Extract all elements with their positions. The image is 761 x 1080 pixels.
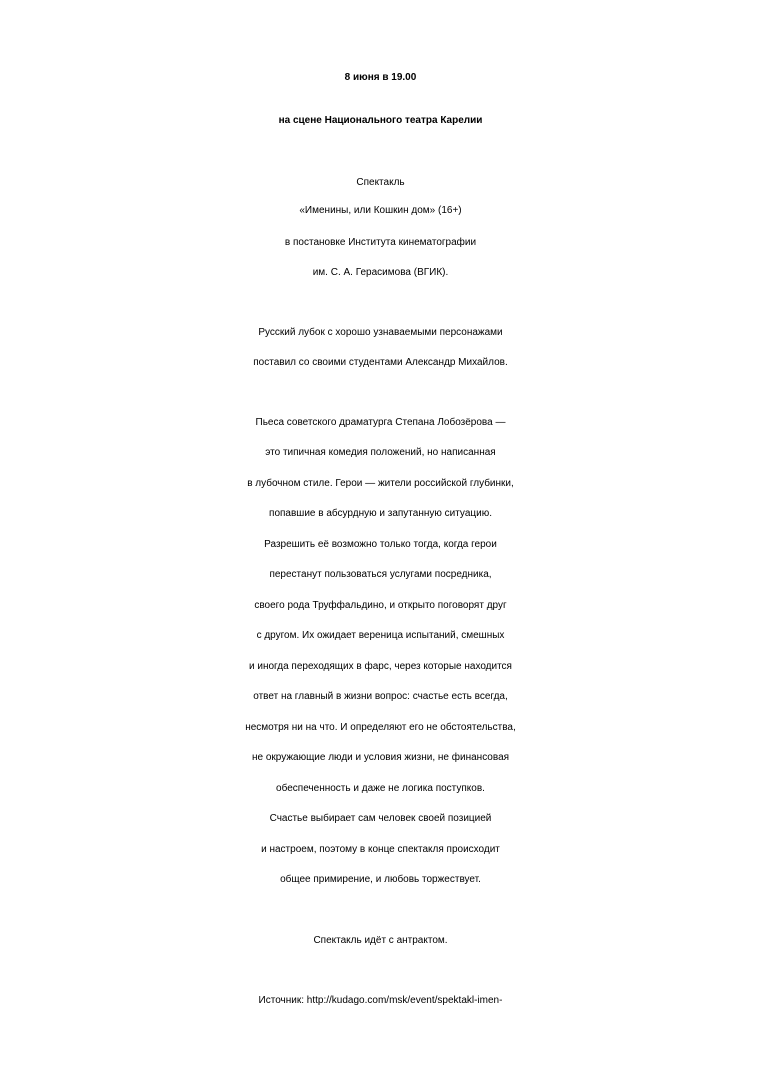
description-line: Разрешить её возможно только тогда, когда герои — [264, 539, 497, 550]
intro-line: поставил со своими студентами Александр Михайлов. — [253, 357, 508, 368]
description-line: попавшие в абсурдную и запутанную ситуацию. — [269, 508, 492, 519]
description-line: несмотря ни на что. И определяют его не обстоятельства, — [245, 722, 516, 733]
description-line: это типичная комедия положений, но написанная — [265, 447, 496, 458]
description-line: не окружающие люди и условия жизни, не финансовая — [251, 752, 510, 763]
description-line: обеспеченность и даже не логика поступков. — [276, 783, 485, 794]
event-date: 8 июня в 19.00 — [344, 72, 417, 83]
description-line: и настроем, поэтому в конце спектакля происходит — [261, 844, 500, 855]
event-venue: на сцене Национального театра Карелии — [278, 115, 483, 126]
description-line: в лубочном стиле. Герои — жители российской глубинки, — [247, 478, 514, 489]
intro-line: Русский лубок с хорошо узнаваемыми персонажами — [258, 327, 503, 338]
play-kind: Спектакль — [356, 177, 405, 188]
description-line: ответ на главный в жизни вопрос: счастье есть всегда, — [253, 691, 508, 702]
source-link[interactable]: Источник: http://kudago.com/msk/event/spektakl-imen- — [258, 995, 503, 1006]
description-line: с другом. Их ожидает вереница испытаний, смешных — [256, 630, 505, 641]
intermission-note: Спектакль идёт с антрактом. — [313, 935, 448, 946]
description-line: перестанут пользоваться услугами посредника, — [269, 569, 492, 580]
production-line: в постановке Института кинематографии — [284, 237, 477, 248]
description-line: своего рода Труффальдино, и открыто поговорят друг — [254, 600, 507, 611]
play-title: «Именины, или Кошкин дом» (16+) — [299, 205, 462, 216]
production-line: им. С. А. Герасимова (ВГИК). — [312, 267, 449, 278]
description-line: и иногда переходящих в фарс, через которые находится — [249, 661, 512, 672]
description-line: Пьеса советского драматурга Степана Лобозёрова — — [255, 417, 506, 428]
description-line: общее примирение, и любовь торжествует. — [280, 874, 481, 885]
description-line: Счастье выбирает сам человек своей позицией — [269, 813, 492, 824]
